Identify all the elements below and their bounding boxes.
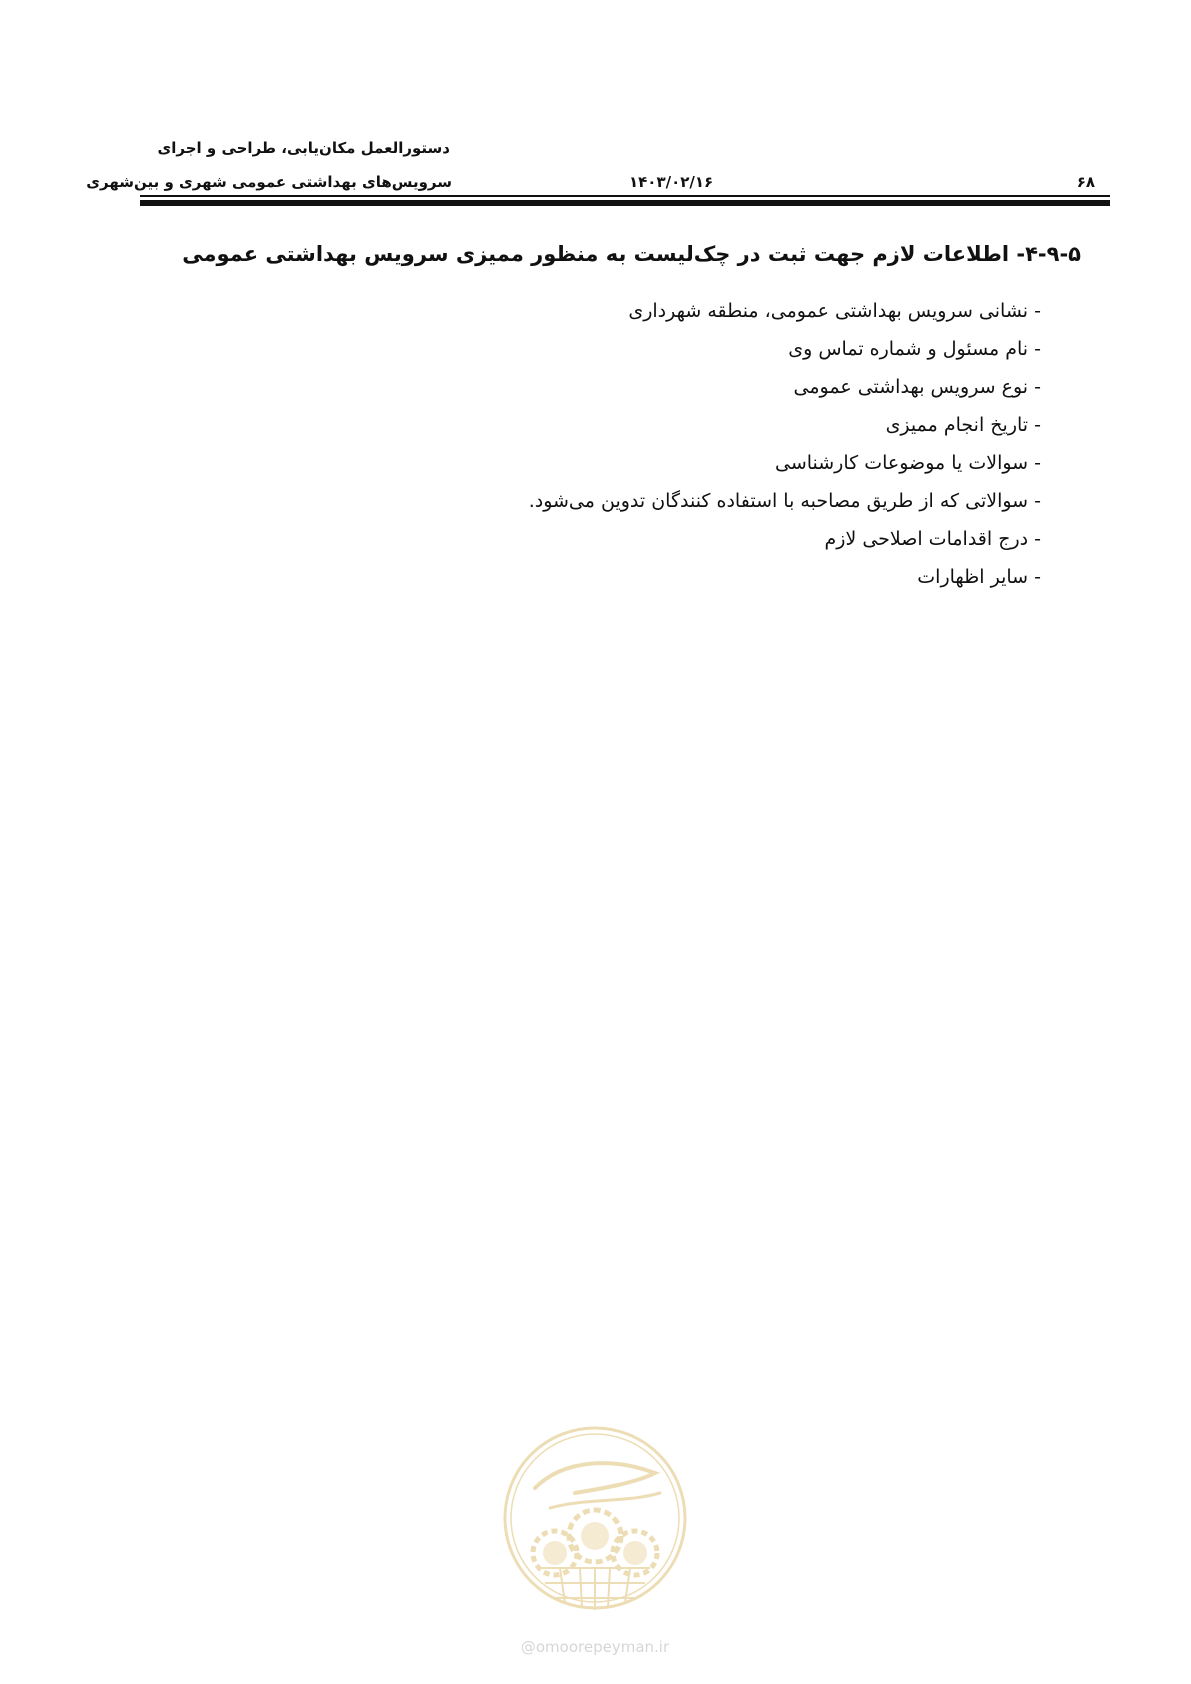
header-date: ۱۴۰۳/۰۲/۱۶ xyxy=(629,173,714,191)
list-item: - درج اقدامات اصلاحی لازم xyxy=(181,520,1041,558)
watermark-site: @omoorepeyman.ir xyxy=(520,1638,670,1656)
header-title-line2: سرویس‌های بهداشتی عمومی شهری و بین‌شهری xyxy=(86,173,452,191)
list-item: - سوالاتی که از طریق مصاحبه با استفاده کنندگان تدوین می‌شود. xyxy=(181,482,1041,520)
list-item: - نشانی سرویس بهداشتی عمومی، منطقه شهرداری xyxy=(181,292,1041,330)
list-item: - سوالات یا موضوعات کارشناسی xyxy=(181,444,1041,482)
section-heading: ۴-۹-۵- اطلاعات لازم جهت ثبت در چک‌لیست به منظور ممیزی سرویس بهداشتی عمومی xyxy=(182,242,1081,266)
watermark-logo-icon xyxy=(495,1418,695,1633)
list-item: - نام مسئول و شماره تماس وی xyxy=(181,330,1041,368)
list-item: - سایر اظهارات xyxy=(181,558,1041,596)
header-rule-thin xyxy=(140,195,1110,197)
header-rule-thick xyxy=(140,200,1110,206)
page-number: ۶۸ xyxy=(1076,173,1095,191)
checklist-items xyxy=(181,292,1081,596)
list-item: - تاریخ انجام ممیزی xyxy=(181,406,1041,444)
section-content xyxy=(181,240,1081,596)
page-header xyxy=(86,133,1110,208)
list-item: - نوع سرویس بهداشتی عمومی xyxy=(181,368,1041,406)
header-title-line1: دستورالعمل مکان‌یابی، طراحی و اجرای xyxy=(157,139,450,157)
watermark xyxy=(495,1418,695,1658)
